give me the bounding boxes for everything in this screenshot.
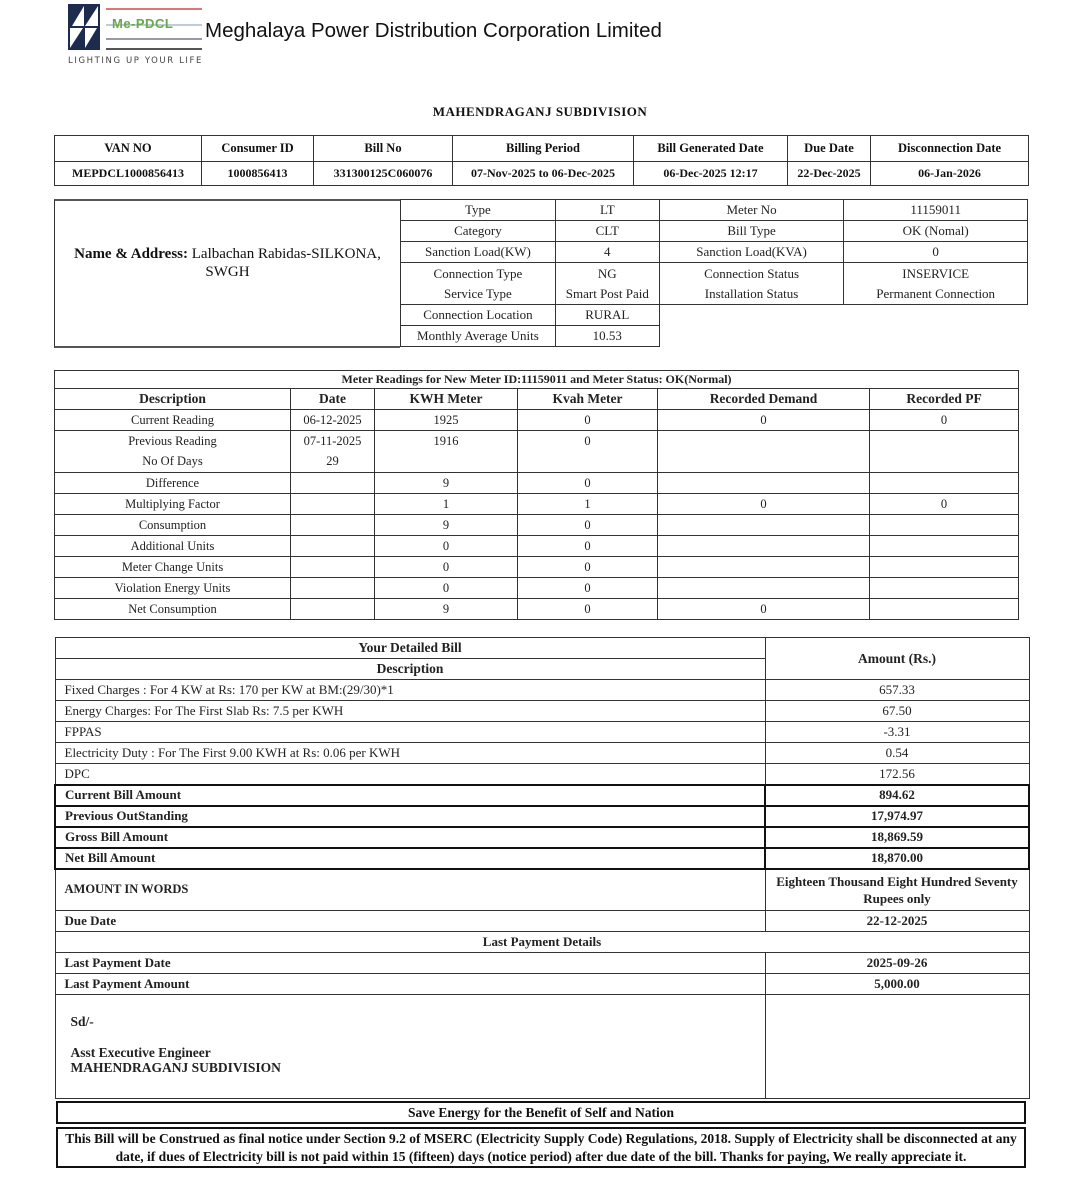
reading-demand: 0 xyxy=(658,599,870,620)
reading-kwh: 1916 xyxy=(375,431,518,452)
charge-row xyxy=(55,722,1029,743)
disconnection-date: 06-Jan-2026 xyxy=(871,162,1029,186)
summary-header-row xyxy=(55,136,1029,162)
type-label: Type xyxy=(401,200,556,221)
reading-pf xyxy=(870,536,1019,557)
reading-pf xyxy=(870,599,1019,620)
total-label: Net Bill Amount xyxy=(55,848,765,869)
reading-kvah: 0 xyxy=(518,578,658,599)
reading-pf xyxy=(870,515,1019,536)
consumer-info-section xyxy=(54,199,1028,348)
reading-pf: 0 xyxy=(870,494,1019,515)
signature-cell xyxy=(55,995,765,1099)
reading-kwh: 0 xyxy=(375,557,518,578)
company-logo xyxy=(68,4,204,66)
meter-no-value: 11159011 xyxy=(844,200,1028,221)
reading-demand xyxy=(658,452,870,473)
reading-kwh: 9 xyxy=(375,515,518,536)
meter-reading-row xyxy=(55,578,1019,599)
name-address xyxy=(54,199,400,348)
reading-kvah: 0 xyxy=(518,557,658,578)
reading-date: 07-11-2025 xyxy=(291,431,375,452)
reading-pf xyxy=(870,578,1019,599)
last-payment-amount-row xyxy=(55,974,1029,995)
total-label: Gross Bill Amount xyxy=(55,827,765,848)
detailed-bill-table xyxy=(54,637,1030,1099)
due-date-value: 22-12-2025 xyxy=(765,911,1029,932)
installation-status-label: Installation Status xyxy=(704,285,799,301)
charge-amount: 67.50 xyxy=(765,701,1029,722)
header-disconnection-date: Disconnection Date xyxy=(871,136,1029,162)
total-row xyxy=(55,848,1029,869)
last-payment-date-label: Last Payment Date xyxy=(55,953,765,974)
header-consumer-id: Consumer ID xyxy=(202,136,314,162)
col-kwh-meter: KWH Meter xyxy=(375,389,518,410)
reading-kwh: 1925 xyxy=(375,410,518,431)
reading-demand xyxy=(658,431,870,452)
reading-kwh xyxy=(375,452,518,473)
total-amount: 894.62 xyxy=(765,785,1029,806)
monthly-average-value: 10.53 xyxy=(555,326,659,347)
type-value: LT xyxy=(555,200,659,221)
charge-description: Fixed Charges : For 4 KW at Rs: 170 per KW at BM:(29/30)*1 xyxy=(55,680,765,701)
logo-text: Me-PDCL xyxy=(112,16,174,31)
reading-kvah: 0 xyxy=(518,473,658,494)
total-label: Current Bill Amount xyxy=(55,785,765,806)
reading-description: Multiplying Factor xyxy=(55,494,291,515)
save-energy-slogan: Save Energy for the Benefit of Self and Nation xyxy=(56,1101,1026,1124)
reading-demand xyxy=(658,473,870,494)
total-amount: 17,974.97 xyxy=(765,806,1029,827)
signature-blank xyxy=(765,995,1029,1099)
reading-kvah: 1 xyxy=(518,494,658,515)
last-payment-date-row xyxy=(55,953,1029,974)
logo-stripe xyxy=(106,8,202,10)
signature-row xyxy=(55,995,1029,1099)
charge-amount: -3.31 xyxy=(765,722,1029,743)
reading-pf: 0 xyxy=(870,410,1019,431)
meter-reading-row xyxy=(55,410,1019,431)
status-labels xyxy=(659,263,844,305)
category-label: Category xyxy=(401,221,556,242)
bill-type-label: Bill Type xyxy=(659,221,844,242)
installation-status-value: Permanent Connection xyxy=(876,285,996,301)
bill-generated-date: 06-Dec-2025 12:17 xyxy=(634,162,788,186)
last-payment-amount-label: Last Payment Amount xyxy=(55,974,765,995)
reading-kvah: 0 xyxy=(518,410,658,431)
charge-row xyxy=(55,680,1029,701)
connection-location-label: Connection Location xyxy=(401,305,556,326)
reading-demand xyxy=(658,536,870,557)
connection-status-label: Connection Status xyxy=(704,265,800,281)
charge-row xyxy=(55,743,1029,764)
sanction-load-kw-value: 4 xyxy=(555,242,659,263)
reading-kwh: 9 xyxy=(375,599,518,620)
legal-notice: This Bill will be Construed as final notice under Section 9.2 of MSERC (Electricity Supply Code) Regulations, 2018. Supply of Electricity shall be disconnected at any date, if dues of Electricity bill is not paid within 15 (fifteen) days (notice period) after due date of the bill. Thanks for paying, We really appreciate it. xyxy=(56,1127,1026,1168)
connection-status-value: INSERVICE xyxy=(902,265,970,281)
detailed-bill-title: Your Detailed Bill xyxy=(55,638,765,659)
amount-in-words-label: AMOUNT IN WORDS xyxy=(55,869,765,911)
status-values xyxy=(844,263,1028,305)
meter-readings-header-row xyxy=(55,389,1019,410)
monthly-average-label: Monthly Average Units xyxy=(401,326,556,347)
header-bill-no: Bill No xyxy=(314,136,453,162)
amount-header: Amount (Rs.) xyxy=(765,638,1029,680)
bill-summary-table xyxy=(54,135,1029,186)
reading-description: Previous Reading xyxy=(55,431,291,452)
reading-kwh: 1 xyxy=(375,494,518,515)
last-payment-amount-value: 5,000.00 xyxy=(765,974,1029,995)
logo-stripe xyxy=(106,48,202,50)
sanction-load-kva-value: 0 xyxy=(844,242,1028,263)
meter-reading-row xyxy=(55,557,1019,578)
due-date-label: Due Date xyxy=(55,911,765,932)
total-label: Previous OutStanding xyxy=(55,806,765,827)
reading-demand: 0 xyxy=(658,494,870,515)
charge-description: DPC xyxy=(55,764,765,785)
charge-row xyxy=(55,701,1029,722)
reading-kvah xyxy=(518,452,658,473)
reading-kvah: 0 xyxy=(518,599,658,620)
connection-type-label: Connection Type xyxy=(433,265,523,281)
header-due-date: Due Date xyxy=(788,136,871,162)
charge-description: FPPAS xyxy=(55,722,765,743)
reading-kvah: 0 xyxy=(518,536,658,557)
signature-sd: Sd/- xyxy=(70,1014,94,1029)
bill-type-value: OK (Nomal) xyxy=(844,221,1028,242)
header-billing-period: Billing Period xyxy=(453,136,634,162)
charge-description: Energy Charges: For The First Slab Rs: 7.5 per KWH xyxy=(55,701,765,722)
sanction-load-kw-label: Sanction Load(KW) xyxy=(401,242,556,263)
signature-office: MAHENDRAGANJ SUBDIVISION xyxy=(70,1060,281,1075)
amount-in-words-row xyxy=(55,869,1029,911)
reading-kvah: 0 xyxy=(518,431,658,452)
connection-service-type-labels xyxy=(401,263,556,305)
col-date: Date xyxy=(291,389,375,410)
bill-no: 331300125C060076 xyxy=(314,162,453,186)
reading-description: Difference xyxy=(55,473,291,494)
meter-reading-row xyxy=(55,431,1019,452)
col-recorded-pf: Recorded PF xyxy=(870,389,1019,410)
sanction-load-kva-label: Sanction Load(KVA) xyxy=(659,242,844,263)
reading-description: Consumption xyxy=(55,515,291,536)
reading-kvah: 0 xyxy=(518,515,658,536)
due-date: 22-Dec-2025 xyxy=(788,162,871,186)
logo-emblem-icon xyxy=(68,4,100,50)
reading-date: 29 xyxy=(291,452,375,473)
total-row xyxy=(55,827,1029,848)
last-payment-date-value: 2025-09-26 xyxy=(765,953,1029,974)
charge-row xyxy=(55,764,1029,785)
col-description: Description xyxy=(55,389,291,410)
service-type-value: Smart Post Paid xyxy=(565,285,649,301)
reading-demand xyxy=(658,557,870,578)
meter-reading-row xyxy=(55,494,1019,515)
col-kvah-meter: Kvah Meter xyxy=(518,389,658,410)
reading-demand xyxy=(658,578,870,599)
total-row xyxy=(55,785,1029,806)
charge-amount: 172.56 xyxy=(765,764,1029,785)
logo-tagline: LIGHTING UP YOUR LIFE xyxy=(68,56,203,66)
logo-stripe xyxy=(106,38,202,40)
reading-description: Violation Energy Units xyxy=(55,578,291,599)
reading-description: Net Consumption xyxy=(55,599,291,620)
reading-pf xyxy=(870,452,1019,473)
last-payment-title: Last Payment Details xyxy=(55,932,1029,953)
charge-description: Electricity Duty : For The First 9.00 KWH at Rs: 0.06 per KWH xyxy=(55,743,765,764)
name-address-label: Name & Address: xyxy=(74,245,188,262)
reading-pf xyxy=(870,431,1019,452)
meter-no-label: Meter No xyxy=(659,200,844,221)
reading-demand: 0 xyxy=(658,410,870,431)
meter-reading-row xyxy=(55,536,1019,557)
reading-kwh: 9 xyxy=(375,473,518,494)
charge-amount: 657.33 xyxy=(765,680,1029,701)
category-value: CLT xyxy=(555,221,659,242)
charge-amount: 0.54 xyxy=(765,743,1029,764)
reading-demand xyxy=(658,515,870,536)
reading-date xyxy=(291,599,375,620)
total-amount: 18,869.59 xyxy=(765,827,1029,848)
summary-value-row xyxy=(55,162,1029,186)
reading-date xyxy=(291,557,375,578)
reading-date xyxy=(291,494,375,515)
van-no: MEPDCL1000856413 xyxy=(55,162,202,186)
subdivision-title: MAHENDRAGANJ SUBDIVISION xyxy=(432,104,648,119)
meter-reading-row xyxy=(55,473,1019,494)
reading-kwh: 0 xyxy=(375,536,518,557)
due-date-row xyxy=(55,911,1029,932)
col-recorded-demand: Recorded Demand xyxy=(658,389,870,410)
reading-description: Current Reading xyxy=(55,410,291,431)
meter-readings-table xyxy=(54,370,1019,620)
billing-period: 07-Nov-2025 to 06-Dec-2025 xyxy=(453,162,634,186)
meter-reading-row xyxy=(55,452,1019,473)
reading-pf xyxy=(870,473,1019,494)
amount-in-words-value: Eighteen Thousand Eight Hundred Seventy Rupees only xyxy=(765,869,1029,911)
meter-reading-row xyxy=(55,599,1019,620)
service-type-label: Service Type xyxy=(444,285,512,301)
name-address-value: Lalbachan Rabidas-SILKONA, SWGH xyxy=(191,245,381,280)
reading-date xyxy=(291,578,375,599)
reading-kwh: 0 xyxy=(375,578,518,599)
description-header: Description xyxy=(55,659,765,680)
header-bill-generated-date: Bill Generated Date xyxy=(634,136,788,162)
connection-service-type-values xyxy=(555,263,659,305)
company-name: Meghalaya Power Distribution Corporation Limited xyxy=(205,19,662,42)
connection-info-table xyxy=(400,199,1028,347)
meter-readings-title: Meter Readings for New Meter ID:11159011 and Meter Status: OK(Normal) xyxy=(55,371,1019,389)
reading-date xyxy=(291,536,375,557)
reading-description: Meter Change Units xyxy=(55,557,291,578)
reading-pf xyxy=(870,557,1019,578)
reading-date xyxy=(291,515,375,536)
consumer-id: 1000856413 xyxy=(202,162,314,186)
header-van-no: VAN NO xyxy=(55,136,202,162)
reading-description: No Of Days xyxy=(55,452,291,473)
connection-location-value: RURAL xyxy=(555,305,659,326)
signature-designation: Asst Executive Engineer xyxy=(70,1045,211,1060)
connection-type-value: NG xyxy=(597,265,617,281)
total-amount: 18,870.00 xyxy=(765,848,1029,869)
reading-description: Additional Units xyxy=(55,536,291,557)
meter-reading-row xyxy=(55,515,1019,536)
total-row xyxy=(55,806,1029,827)
reading-date xyxy=(291,473,375,494)
reading-date: 06-12-2025 xyxy=(291,410,375,431)
